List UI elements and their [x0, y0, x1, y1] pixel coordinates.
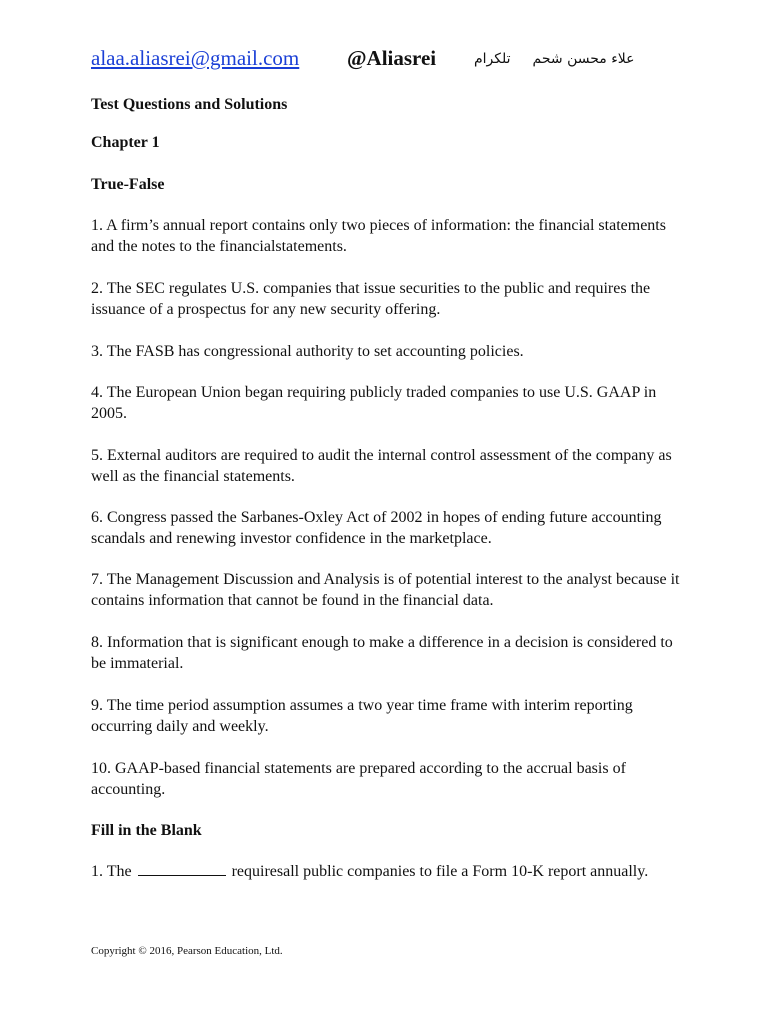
- fb-q1-suffix: requiresall public companies to file a Form 10-K report annually.: [231, 863, 649, 880]
- chapter-heading: Chapter 1: [91, 134, 160, 151]
- document-title: Test Questions and Solutions: [91, 96, 288, 113]
- answer-blank: [138, 861, 226, 876]
- tf-question-1: 1. A firm’s annual report contains only two pieces of information: the financial statements and the notes to the financialstatements.: [91, 217, 666, 255]
- arabic-telegram-label: تلكرام: [474, 51, 511, 67]
- tf-question-5: 5. External auditors are required to audit the internal control assessment of the company as well as the financial statements.: [91, 447, 672, 485]
- arabic-name: علاء محسن شحم: [532, 51, 635, 67]
- copyright-footer: Copyright © 2016, Pearson Education, Ltd.: [91, 945, 283, 957]
- tf-question-4: 4. The European Union began requiring publicly traded companies to use U.S. GAAP in 2005.: [91, 384, 657, 422]
- header: [91, 46, 691, 76]
- email-link[interactable]: alaa.aliasrei@gmail.com: [91, 46, 300, 70]
- tf-question-3: 3. The FASB has congressional authority to set accounting policies.: [91, 343, 524, 360]
- tf-question-10: 10. GAAP-based financial statements are prepared according to the accrual basis of accounting.: [91, 760, 626, 798]
- fill-blank-heading: Fill in the Blank: [91, 822, 202, 839]
- tf-question-8: 8. Information that is significant enough to make a difference in a decision is considered to be immaterial.: [91, 634, 673, 672]
- telegram-handle: @Aliasrei: [347, 46, 437, 70]
- arabic-contact: [474, 51, 635, 67]
- tf-question-9: 9. The time period assumption assumes a two year time frame with interim reporting occurring daily and weekly.: [91, 697, 633, 735]
- tf-question-6: 6. Congress passed the Sarbanes-Oxley Act of 2002 in hopes of ending future accounting scandals and renewing investor confidence in the marketplace.: [91, 509, 662, 547]
- tf-question-2: 2. The SEC regulates U.S. companies that issue securities to the public and requires the issuance of a prospectus for any new security offering.: [91, 280, 651, 318]
- fb-q1-prefix: 1. The: [91, 863, 132, 880]
- fill-blank-question-1: [91, 861, 681, 882]
- tf-question-7: 7. The Management Discussion and Analysis is of potential interest to the analyst because it contains information that cannot be found in the financial data.: [91, 571, 680, 609]
- true-false-heading: True-False: [91, 176, 165, 193]
